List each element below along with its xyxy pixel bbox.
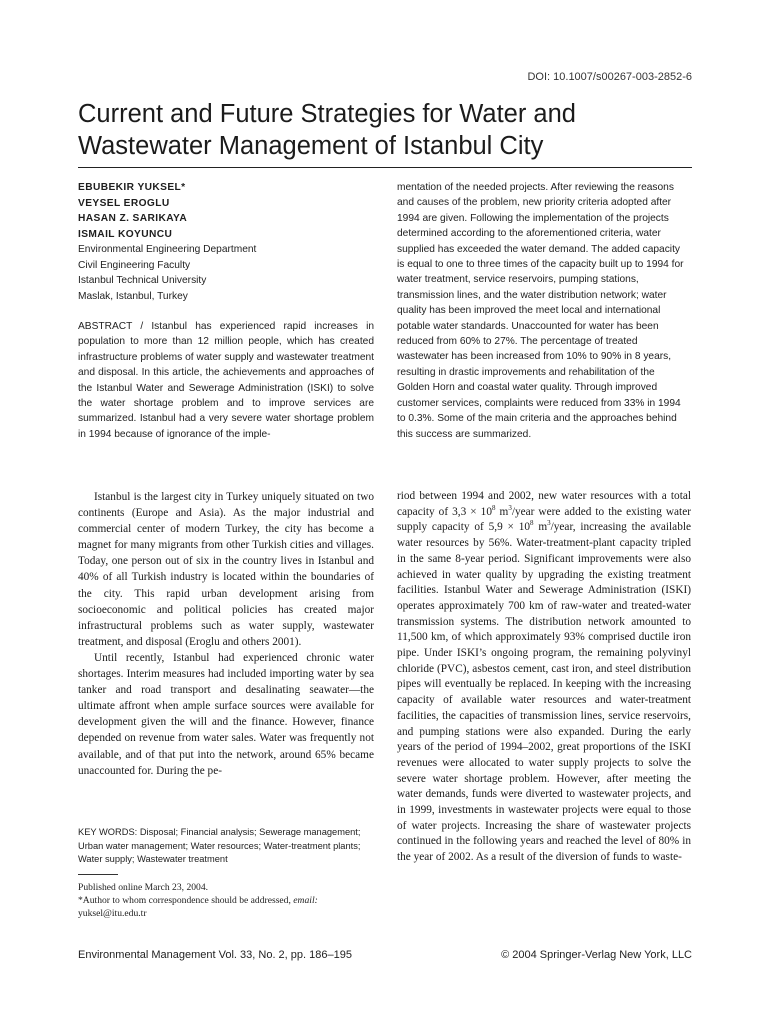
copyright: © 2004 Springer-Verlag New York, LLC <box>501 949 692 961</box>
exponent: 3 <box>508 503 512 512</box>
affiliation-line: Civil Engineering Faculty <box>78 259 191 271</box>
correspondence-text: *Author to whom correspondence should be addressed, <box>78 895 291 906</box>
body-text: /year, increasing the available water resources by 56%. Water-treatment-plant capacity tripled in the same 8-year period. Significant improvements were also achieved in water quality by upgrading the existing treatment facilities. Istanbul Water and Sewerage Administration (ISKI) operates approximately 700 km of raw-water and treated-water transmission systems. The distribution network amounted to 11,500 km, of which approximately 93% comprised ductile iron pipe. Under ISKI’s ongoing program, the remaining polyvinyl chloride (PVC), asbestos cement, cast iron, and steel distribution pipes will eventually be replaced. In keeping with the increasing capacity of available water resources and water-treatment facilities, the capacities of transmission lines, service reservoirs, and pumping stations were also expanded. During the early years of the period of 1994–2002, great proportions of the ISKI revenues were allocated to water supply projects to solve the severe water shortage problem. However, after meeting the water demands, funds were diverted to wastewater projects, and in 1999, investments in wastewater projects were equal to those of water projects. Increasing the share of wastewater projects continued in the following years and reached the level of 80% in the year of 2002. As a result of the diversion of funds to waste- <box>397 521 691 864</box>
body-paragraph: Istanbul is the largest city in Turkey uniquely situated on two continents (Europe and Asia). As the major industrial and commercial center of modern Turkey, the city has become a magnet for many migrants from other Turkish cities and villages. Today, one person out of six in the country lives in Istanbul and 40% of all Turkish industry is located within the boundaries of the city. This rapid urban development arising from socioeconomic and political policies has created major infrastructural problems such as water supply, wastewater treatment, and disposal (Eroglu and others 2001). <box>78 491 374 648</box>
footnotes <box>78 881 376 920</box>
author-block <box>78 180 378 304</box>
exponent: 3 <box>547 519 551 528</box>
email-address[interactable]: yuksel@itu.edu.tr <box>78 908 147 919</box>
abstract-right-column: mentation of the needed projects. After reviewing the reasons and causes of the problem, new priority criteria adopted after 1994 are given. Following the implementation of the projects determined according to the aforementioned criteria, water supplied has exceeded the water demand. The added capacity is equal to one to three times of the capacity built up to 1994 for water treatment, service reservoirs, pumping stations, transmission lines, and the water distribution network; water quality has been improved the meet local and international potable water standards. Unaccounted for water has been reduced from 60% to 27%. The percentage of treated wastewater has been increased from 10% to 90% in 8 years, resulting in drastic improvements and rehabilitation of the Golden Horn and coastal water quality. Through improved customer services, complaints were reduced from 33% in 1994 to 0.3%. Some of the main criteria and the approaches behind this success are summarized. <box>397 182 684 440</box>
doi-label: DOI: 10.1007/s00267-003-2852-6 <box>527 71 692 83</box>
author-name: ISMAIL KOYUNCU <box>78 228 173 240</box>
published-note: Published online March 23, 2004. <box>78 882 209 893</box>
author-name: HASAN Z. SARIKAYA <box>78 213 188 224</box>
affiliation-line: Istanbul Technical University <box>78 275 207 286</box>
author-name: EBUBEKIR YUKSEL* <box>78 182 186 193</box>
unit-text: m <box>533 521 548 534</box>
author-name: VEYSEL EROGLU <box>78 197 170 209</box>
unit-text: m <box>495 505 509 518</box>
body-left-column <box>78 489 374 779</box>
body-right-column <box>397 489 691 866</box>
exponent: 8 <box>491 503 496 512</box>
body-text: riod between 1994 and 2002, new water resources with a total capacity of 3,3 × 10 <box>397 490 691 518</box>
keywords: KEY WORDS: Disposal; Financial analysis; Sewerage management; Urban water management; Water resources; Water-treatment plants; Water supply; Wastewater treatment <box>78 827 361 865</box>
correspondence-note <box>78 894 376 907</box>
affiliation-line: Maslak, Istanbul, Turkey <box>78 290 188 302</box>
title-rule <box>78 167 692 168</box>
affiliation-line: Environmental Engineering Department <box>78 244 257 255</box>
footnote-rule <box>78 874 118 875</box>
exponent: 8 <box>530 519 534 528</box>
body-paragraph: Until recently, Istanbul had experienced chronic water shortages. Interim measures had included importing water by sea tanker and road transport and desalinating seawater—the ultimate affront when ample surface sources were available for development given the will and the finance. However, finance depended on revenue from water sales. Water was frequently not available, and of that put into the network, around 65% became unaccounted for. During the pe- <box>78 651 374 777</box>
abstract-left-column: ABSTRACT / Istanbul has experienced rapid increases in population to more than 12 million people, which has created infrastructure problems of water supply and wastewater treatment and disposal. In this article, the achievements and approaches of the Istanbul Water and Sewerage Administration (ISKI) to solve the water shortage problem and to improve services are summarized. Istanbul had a very severe water shortage problem in 1994 because of ignorance of the imple- <box>78 321 374 440</box>
journal-citation: Environmental Management Vol. 33, No. 2, pp. 186–195 <box>78 949 352 961</box>
email-label: email: <box>293 895 318 906</box>
body-paragraph <box>397 489 691 866</box>
article-title: Current and Future Strategies for Water and Wastewater Management of Istanbul City <box>78 100 576 160</box>
body-text: /year were added to the existing water supply capacity of 5,9 × 10 <box>397 505 691 534</box>
